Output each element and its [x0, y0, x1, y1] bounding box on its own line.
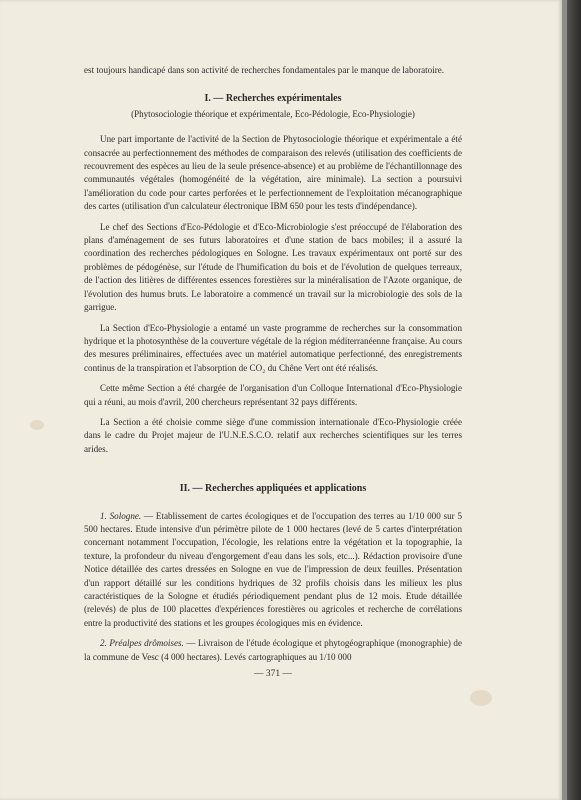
scan-edge	[567, 0, 581, 800]
paragraph: Une part importante de l'activité de la Section de Phytosociologie théorique et expérimentale a été consacrée au perfectionnement des méthodes de comparaison des relevés (utilisation des coefficients de recouvrement des espèces au lieu de la seule présence-absence) et au problème de l'échantillonnage des communautés végétales (homogénéité de la végétation, aire minimale). La section a poursuivi l'amélioration du code pour cartes perforées et le perfectionnement de l'exploitation mécanographique des cartes (utilisation d'un calculateur électronique IBM 650 pour les tests d'indépendance).	[84, 134, 462, 212]
item-label: 2. Préalpes drômoises.	[100, 638, 184, 649]
list-item	[84, 637, 462, 664]
page-text	[84, 64, 462, 681]
section-2-title: II. — Recherches appliquées et applications	[179, 483, 367, 495]
section-1-title: I. — Recherches expérimentales	[204, 93, 342, 105]
list-item	[84, 510, 462, 631]
item-text: — Livraison de l'étude écologique et phytogéographique (monographie) de la commune de Vesc (4 000 hectares). Levés cartographiques au 1/10 000	[84, 638, 462, 662]
paragraph: Le chef des Sections d'Eco-Pédologie et d'Eco-Microbiologie s'est préoccupé de l'élaboration des plans d'aménagement de ses futurs laboratoires et d'une station de bacs mobiles; il a assuré la coordination des recherches pédologiques en Sologne. Les travaux expérimentaux ont porté sur des problèmes de pédogénèse, sur l'étude de l'humification du bois et de l'évolution de quelques terreaux, de l'action des litières de différentes essences forestières sur la minéralisation de l'Azote organique, de l'évolution des humus bruts. Le laboratoire a commencé un travail sur la microbiologie des sols de la garrigue.	[84, 221, 462, 313]
section-1-subtitle: (Phytosociologie théorique et expérimentale, Eco-Pédologie, Eco-Physiologie)	[131, 108, 415, 119]
item-label: 1. Sologne.	[100, 510, 142, 521]
paragraph: Cette même Section a été chargée de l'organisation d'un Colloque International d'Eco-Physiologie qui a réuni, au mois d'avril, 200 chercheurs représentant 32 pays différents.	[84, 383, 462, 407]
item-text: — Etablissement de cartes écologiques et de l'occupation des terres au 1/10 000 sur 5 500 hectares. Etude intensive d'un périmètre pilote de 1 000 hectares (levé de 5 cartes d'interprétation concernant notamment l'occupation, l'écologie, les relations entre la végétation et la topographie, la texture, la profondeur du niveau d'engorgement d'eau dans les sols, etc...). Rédaction provisoire d'une Notice détaillée des cartes dressées en Sologne en vue de l'impression de deux feuilles. Présentation d'un rapport détaillé sur les conditions hydriques de 32 profils choisis dans les milieux les plus caractéristiques de la Sologne et étudiés périodiquement pendant plus de 12 mois. Etude détaillée (relevés) de plus de 100 placettes d'expériences forestières ou agricoles et recherche de corrélations entre la productivité des stations et les groupes écologiques mis en évidence.	[84, 510, 462, 628]
page-number: — 371 —	[254, 669, 292, 680]
intro-paragraph: est toujours handicapé dans son activité de recherches fondamentales par le manque de laboratoire.	[84, 65, 445, 75]
paragraph: La Section a été choisie comme siège d'une commission internationale d'Eco-Physiologie créée dans le cadre du Projet majeur de l'U.N.E.S.C.O. relatif aux recherches scientifiques sur les terres arides.	[84, 416, 462, 454]
paper-stain	[30, 420, 44, 430]
paper-stain	[470, 690, 492, 706]
paragraph: La Section d'Eco-Physiologie a entamé un vaste programme de recherches sur la consommation hydrique et la photosynthèse de la couverture végétale de la région méditerranéenne française. Au cours des mesures préliminaires, effectuées avec un matériel automatique perfectionné, des enregistrements continus de la transpiration et l'absorption de CO₂ du Chêne Vert ont été réalisés.	[84, 322, 462, 373]
